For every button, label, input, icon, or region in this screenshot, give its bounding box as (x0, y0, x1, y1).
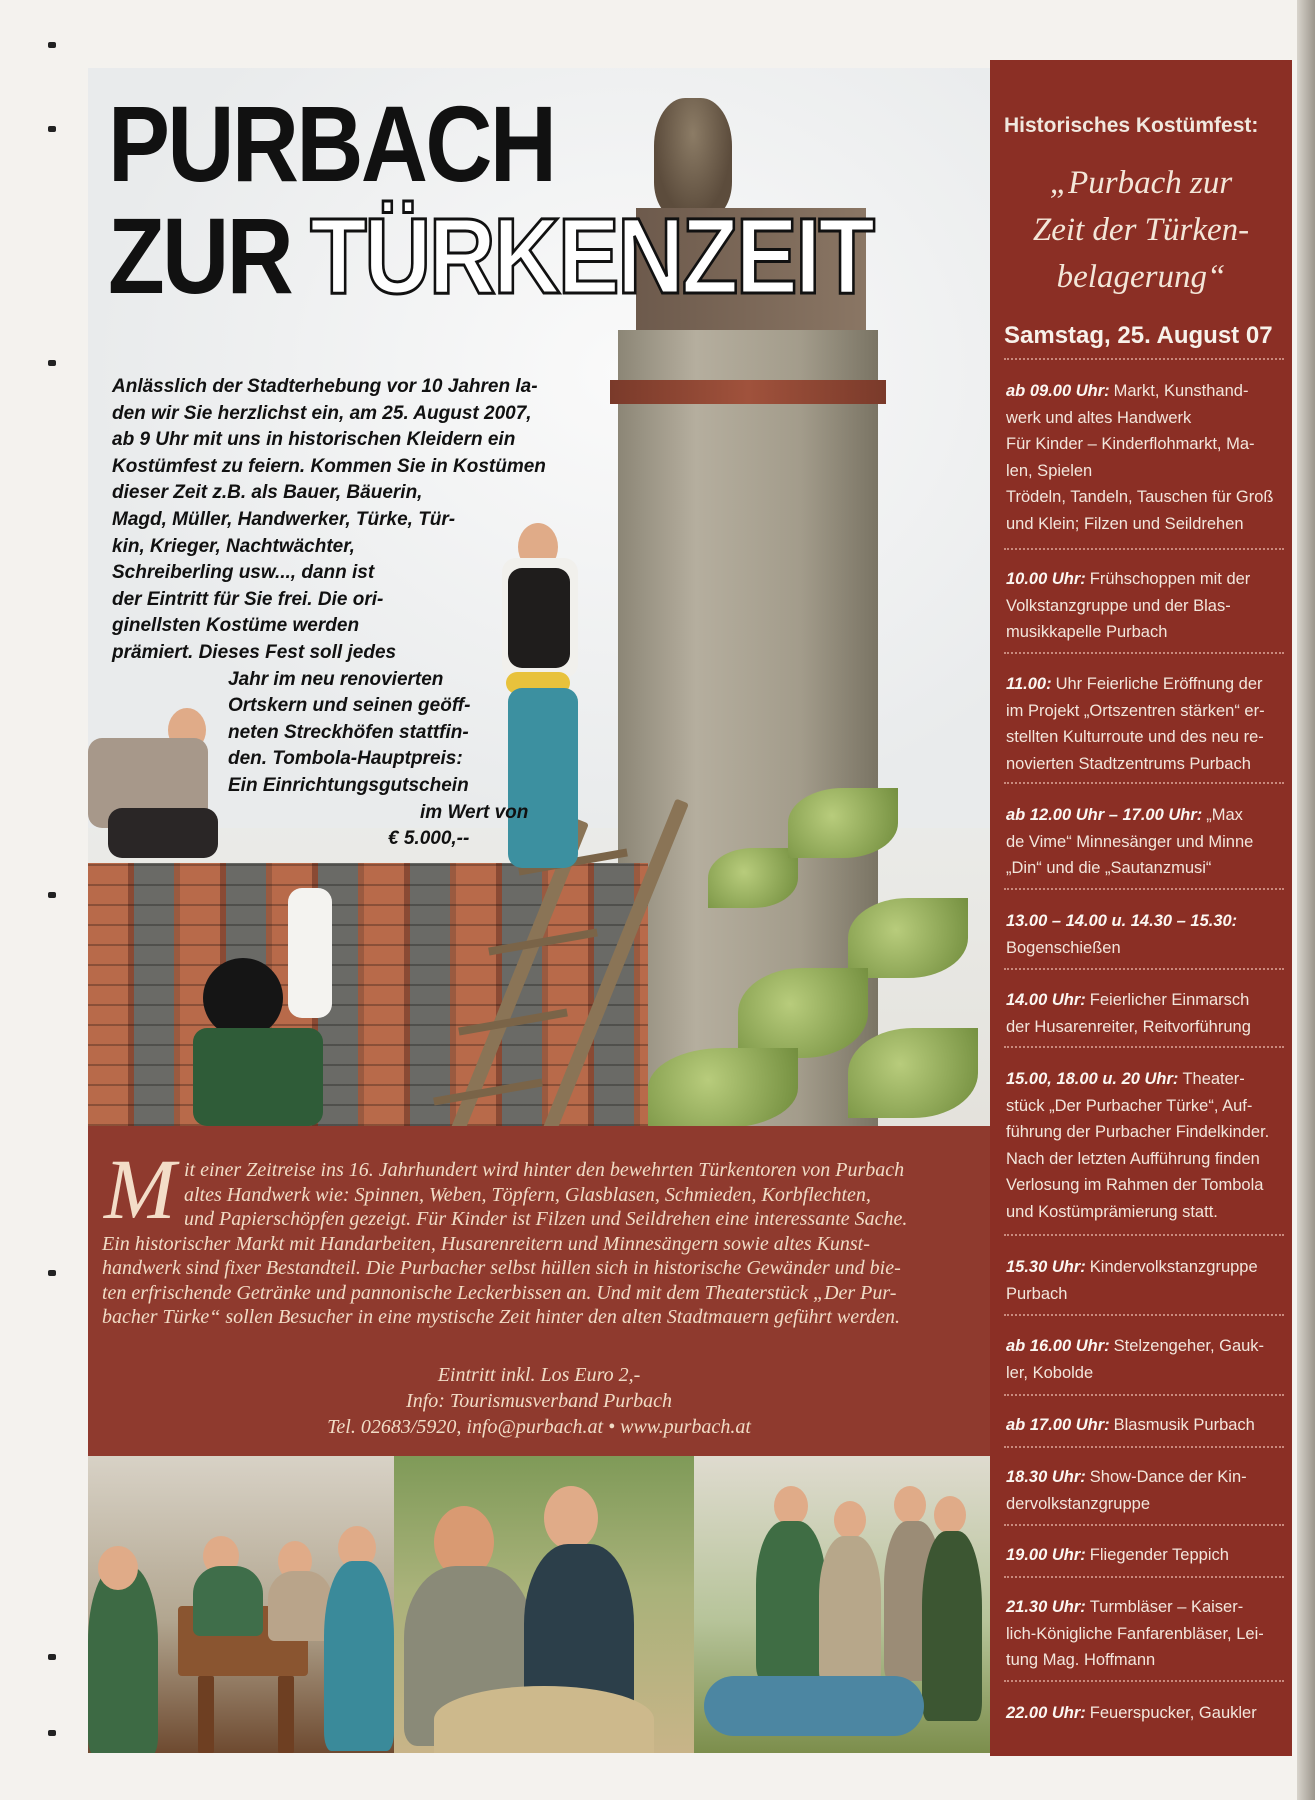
headline-line1: PURBACH (108, 83, 555, 204)
program-text: Markt, Kunsthand- (1113, 382, 1249, 400)
program-text: Stelzengeher, Gauk- (1113, 1337, 1265, 1355)
program-text: Show-Dance der Kin- (1089, 1468, 1247, 1486)
intro-line: neten Streckhöfen stattfin- (228, 721, 469, 743)
margin-mark (48, 1654, 56, 1660)
program-line (1006, 908, 1296, 935)
program-time: 11.00: (1006, 675, 1052, 693)
plant-leaf (788, 788, 898, 858)
program-entry (1006, 1412, 1296, 1439)
program-time: 19.00 Uhr: (1006, 1546, 1086, 1564)
program-text: im Projekt „Ortszentren stärken“ er- (1006, 701, 1265, 720)
program-line (1006, 802, 1296, 829)
intro-line: dieser Zeit z.B. als Bauer, Bäuerin, (112, 482, 423, 504)
program-divider (1004, 1524, 1284, 1526)
program-divider (1004, 1046, 1284, 1048)
photo-craft (394, 1456, 694, 1753)
program-text: Bogenschießen (1006, 938, 1121, 957)
program-time: 15.00, 18.00 u. 20 Uhr: (1006, 1070, 1179, 1088)
program-text: werk und altes Handwerk (1006, 408, 1192, 427)
program-divider (1004, 652, 1284, 654)
headline-tuerkenzeit: TÜRKENZEIT (310, 195, 873, 316)
description-line: Ein historischer Markt mit Handarbeiten, Husarenreitern und Minnesängern sowie altes Kunst- (102, 1232, 870, 1255)
program-text: Fliegender Teppich (1089, 1546, 1229, 1564)
intro-line: der Eintritt für Sie frei. Die ori- (112, 588, 384, 610)
program-text: Für Kinder – Kinderflohmarkt, Ma- (1006, 435, 1255, 453)
headline-line2 (108, 195, 873, 316)
plant-leaf (708, 848, 798, 908)
margin-mark (48, 892, 56, 898)
photo-performance (694, 1456, 990, 1753)
program-entry (1006, 671, 1296, 777)
program-text: dervolkstanzgruppe (1006, 1494, 1151, 1513)
intro-line: den wir Sie herzlichst ein, am 25. August 2007, (112, 402, 532, 424)
program-text: stellten Kulturroute und des neu re- (1006, 728, 1264, 746)
program-text: „Max (1206, 806, 1243, 824)
program-time: ab 09.00 Uhr: (1006, 382, 1110, 400)
program-text: Verlosung im Rahmen der Tombola (1006, 1176, 1264, 1194)
intro-line: prämiert. Dieses Fest soll jedes (112, 641, 397, 663)
margin-mark (48, 42, 56, 48)
program-text: Uhr Feierliche Eröffnung der (1055, 675, 1263, 693)
program-text: Feierlicher Einmarsch (1089, 991, 1250, 1009)
intro-line: Ortskern und seinen geöff- (228, 695, 471, 717)
program-text: ler, Kobolde (1006, 1363, 1094, 1382)
contact-info: Tel. 02683/5920, info@purbach.at • www.purbach.at (327, 1416, 751, 1438)
intro-line: Schreiberling usw..., dann ist (112, 562, 375, 584)
program-text: Volkstanzgruppe und der Blas- (1006, 596, 1231, 615)
program-divider (1004, 782, 1284, 784)
program-text: de Vime“ Minnesänger und Minne (1006, 832, 1254, 851)
program-divider (1004, 1446, 1284, 1448)
program-time: 10.00 Uhr: (1006, 570, 1086, 588)
plant-leaf (738, 968, 868, 1058)
program-entry (1006, 1333, 1296, 1386)
subtitle-line: „Purbach zur (1049, 165, 1233, 201)
program-divider (1004, 1576, 1284, 1578)
program-divider (1004, 1234, 1284, 1236)
program-divider (1004, 1394, 1284, 1396)
program-entry (1006, 1700, 1296, 1727)
program-text: der Husarenreiter, Reitvorführung (1006, 1017, 1251, 1036)
program-text: stück „Der Purbacher Türke“, Auf- (1006, 1096, 1253, 1115)
program-text: Nach der letzten Aufführung finden (1006, 1149, 1260, 1168)
program-line (1006, 1594, 1296, 1621)
program-text: Theater- (1182, 1070, 1245, 1088)
program-text: „Din“ und die „Sautanzmusi“ (1006, 859, 1212, 877)
program-text: Turmbläser – Kaiser- (1089, 1598, 1244, 1616)
sidebar-subtitle (996, 160, 1286, 301)
program-line (1006, 378, 1296, 405)
program-line (1006, 566, 1296, 593)
program-text: Feuerspucker, Gaukler (1089, 1704, 1257, 1722)
intro-line: Magd, Müller, Handwerker, Türke, Tür- (112, 508, 456, 530)
intro-line: € 5.000,-- (388, 828, 470, 850)
program-time: ab 17.00 Uhr: (1006, 1416, 1110, 1434)
photo-tavern (88, 1456, 394, 1753)
scan-edge (1297, 0, 1315, 1800)
program-line (1006, 1254, 1296, 1281)
program-text: tung Mag. Hoffmann (1006, 1651, 1156, 1669)
program-entry (1006, 1594, 1296, 1674)
margin-mark (48, 126, 56, 132)
plant-leaf (848, 898, 968, 978)
program-time: 15.30 Uhr: (1006, 1258, 1086, 1276)
program-line (1006, 1412, 1296, 1439)
program-entry (1006, 1464, 1296, 1517)
program-line (1006, 1464, 1296, 1491)
program-time: ab 12.00 Uhr – 17.00 Uhr: (1006, 806, 1203, 824)
program-divider (1004, 548, 1284, 550)
program-entry (1006, 378, 1296, 537)
program-text: len, Spielen (1006, 461, 1093, 480)
program-text: Blasmusik Purbach (1113, 1416, 1255, 1434)
margin-mark (48, 360, 56, 366)
program-line (1006, 987, 1296, 1014)
program-text: Trödeln, Tandeln, Tauschen für Groß (1006, 488, 1274, 506)
program-divider (1004, 968, 1284, 970)
program-entry (1006, 1254, 1296, 1307)
program-text: Frühschoppen mit der (1089, 570, 1251, 588)
intro-line: den. Tombola-Hauptpreis: (228, 748, 463, 770)
program-line (1006, 1700, 1296, 1727)
program-entry (1006, 566, 1296, 646)
drop-cap: M (104, 1141, 176, 1237)
program-line (1006, 671, 1296, 698)
intro-line: Anlässlich der Stadterhebung vor 10 Jahren la- (112, 376, 538, 397)
program-time: 22.00 Uhr: (1006, 1704, 1086, 1722)
program-line (1006, 1333, 1296, 1360)
description-line: und Papierschöpfen gezeigt. Für Kinder ist Filzen und Seildrehen eine interessante Sache. (184, 1208, 908, 1230)
description-line: handwerk sind fixer Bestandteil. Die Purbacher selbst hüllen sich in historische Gewänder und bie- (102, 1257, 901, 1279)
program-time: 14.00 Uhr: (1006, 991, 1086, 1009)
description-line: it einer Zeitreise ins 16. Jahrhundert wird hinter den bewehrten Türkentoren von Purbach (184, 1159, 905, 1181)
program-time: ab 16.00 Uhr: (1006, 1337, 1110, 1355)
program-entry (1006, 1066, 1296, 1225)
program-text: und Kostümprämierung statt. (1006, 1202, 1218, 1221)
program-divider (1004, 1314, 1284, 1316)
description-line: bacher Türke“ sollen Besucher in eine mystische Zeit hinter den alten Stadtmauern geführt werden. (102, 1306, 901, 1328)
description-line: altes Handwerk wie: Spinnen, Weben, Töpfern, Glasblasen, Schmieden, Korbflechten, (184, 1183, 871, 1206)
program-text: und Klein; Filzen und Seildrehen (1006, 514, 1244, 533)
program-text: führung der Purbacher Findelkinder. (1006, 1123, 1270, 1141)
chimney-band (610, 380, 886, 404)
program-time: 18.30 Uhr: (1006, 1468, 1086, 1486)
program-entry (1006, 908, 1296, 961)
program-entry (1006, 987, 1296, 1040)
headline-zur: ZUR (108, 195, 292, 316)
event-date: Samstag, 25. August 07 (1004, 322, 1273, 349)
headline (108, 83, 990, 316)
admission-info: Eintritt inkl. Los Euro 2,- (437, 1364, 641, 1386)
subtitle-line: Zeit der Türken- (1032, 212, 1250, 248)
intro-line: ab 9 Uhr mit uns in historischen Kleidern ein (112, 429, 516, 451)
program-divider (1004, 1680, 1284, 1682)
program-time: 13.00 – 14.00 u. 14.30 – 15.30: (1006, 912, 1238, 930)
sidebar-title: Historisches Kostümfest: (1004, 114, 1259, 137)
plant-leaf (848, 1028, 978, 1118)
margin-mark (48, 1270, 56, 1276)
description-text (102, 1158, 984, 1330)
description-line: ten erfrischende Getränke und pannonische Leckerbissen an. Und mit dem Theaterstück „Der Pur- (102, 1281, 897, 1304)
program-entry (1006, 802, 1296, 882)
intro-line: kin, Krieger, Nachtwächter, (112, 535, 355, 557)
intro-line: Kostümfest zu feiern. Kommen Sie in Kostümen (112, 455, 546, 477)
plant-leaf (648, 1048, 798, 1126)
intro-line: Jahr im neu renovierten (228, 668, 444, 690)
tourism-info: Info: Tourismusverband Purbach (406, 1390, 672, 1412)
intro-text (112, 374, 582, 853)
program-text: novierten Stadtzentrums Purbach (1006, 754, 1251, 773)
intro-line: Ein Einrichtungsgutschein (228, 774, 469, 796)
program-time: 21.30 Uhr: (1006, 1598, 1086, 1616)
program-entry (1006, 1542, 1296, 1569)
program-text: Kindervolkstanzgruppe (1089, 1258, 1258, 1276)
info-block (88, 1362, 990, 1440)
subtitle-line: belagerung“ (1056, 259, 1226, 295)
program-divider (1004, 358, 1284, 360)
program-text: musikkapelle Purbach (1006, 623, 1168, 641)
program-line (1006, 1542, 1296, 1569)
program-divider (1004, 888, 1284, 890)
margin-mark (48, 1730, 56, 1736)
intro-line: ginellsten Kostüme werden (112, 615, 360, 637)
program-line (1006, 1066, 1296, 1093)
intro-line: im Wert von (420, 801, 529, 823)
program-text: lich-Königliche Fanfarenbläser, Lei- (1006, 1624, 1264, 1643)
program-text: Purbach (1006, 1284, 1068, 1303)
